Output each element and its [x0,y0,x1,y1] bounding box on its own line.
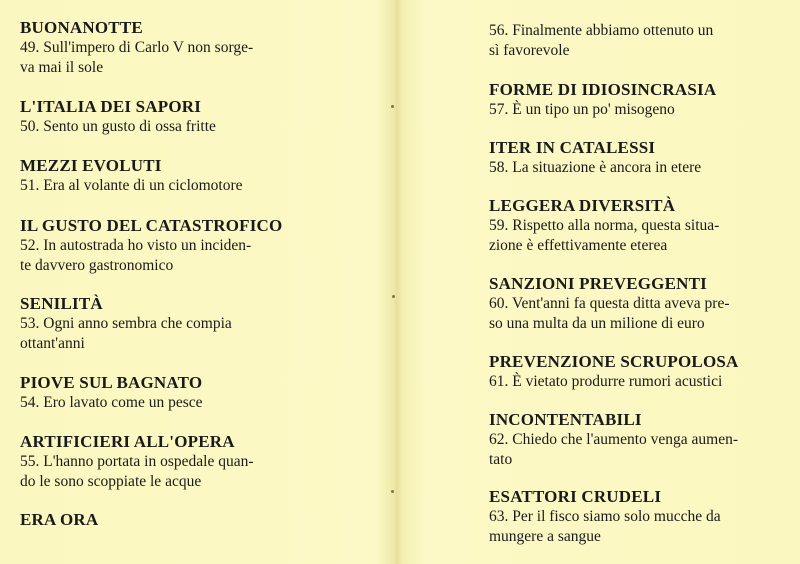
entry-title: LEGGERA DIVERSITÀ [489,196,676,215]
entry-56-continuation [489,21,789,61]
entry-54 [20,373,390,413]
page-mark-dot [391,490,394,493]
entry-title: MEZZI EVOLUTI [20,156,162,175]
entry-line: do le sono scoppiate le acque [20,473,202,490]
entry-title: INCONTENTABILI [489,410,642,429]
entry-title: ARTIFICIERI ALL'OPERA [20,432,235,451]
entry-title: PREVENZIONE SCRUPOLOSA [489,352,739,371]
entry-title: ESATTORI CRUDELI [489,487,662,506]
entry-52 [20,216,390,276]
entry-line: 59. Rispetto alla norma, questa situa- [489,217,720,234]
entry-line: 51. Era al volante di un ciclomotore [20,177,243,194]
entry-63 [489,487,789,547]
entry-text [489,100,789,120]
entry-line: va mai il sole [20,59,104,76]
entry-61 [489,352,789,392]
entry-text [489,507,789,547]
entry-line: 57. È un tipo un po' misogeno [489,101,675,118]
entry-line: 62. Chiedo che l'aumento venga aumen- [489,431,738,448]
entry-text [20,38,390,78]
entry-line: 53. Ogni anno sembra che compia [20,315,232,332]
entry-58 [489,138,789,178]
entry-title: FORME DI IDIOSINCRASIA [489,80,717,99]
entry-line: sì favorevole [489,42,570,59]
entry-text [20,236,390,276]
entry-line: te davvero gastronomico [20,257,174,274]
right-page [489,0,789,564]
entry-55 [20,432,390,492]
entry-62 [489,410,789,470]
entry-60 [489,274,789,334]
entry-line: so una multa da un milione di euro [489,315,705,332]
entry-53 [20,294,390,354]
left-page [20,0,390,564]
entry-line: 60. Vent'anni fa questa ditta aveva pre- [489,295,730,312]
entry-text [20,117,390,137]
entry-title: SENILITÀ [20,294,103,313]
entry-56-title [20,510,390,530]
entry-50 [20,97,390,137]
entry-49 [20,18,390,78]
entry-text [489,158,789,178]
entry-line: 54. Ero lavato come un pesce [20,394,203,411]
entry-59 [489,196,789,256]
entry-text [489,216,789,256]
entry-line: 50. Sento un gusto di ossa fritte [20,118,216,135]
entry-title: BUONANOTTE [20,18,143,37]
entry-line: 61. È vietato produrre rumori acustici [489,373,723,390]
entry-line: 52. In autostrada ho visto un inciden- [20,237,252,254]
entry-title: ITER IN CATALESSI [489,138,656,157]
entry-text [489,21,789,61]
entry-line: ottant'anni [20,335,85,352]
entry-line: mungere a sangue [489,528,601,545]
entry-51 [20,156,390,196]
entry-title: ERA ORA [20,510,99,529]
entry-title: L'ITALIA DEI SAPORI [20,97,202,116]
entry-title: PIOVE SUL BAGNATO [20,373,203,392]
entry-text [489,372,789,392]
entry-title: IL GUSTO DEL CATASTROFICO [20,216,283,235]
entry-line: 63. Per il fisco siamo solo mucche da [489,508,721,525]
entry-line: zione è effettivamente eterea [489,237,668,254]
entry-title: SANZIONI PREVEGGENTI [489,274,707,293]
entry-text [489,294,789,334]
page-mark-dot [392,295,395,298]
entry-line: 55. L'hanno portata in ospedale quan- [20,453,254,470]
entry-text [20,393,390,413]
entry-text [20,176,390,196]
page-mark-dot [391,105,394,108]
entry-57 [489,80,789,120]
entry-line: 49. Sull'impero di Carlo V non sorge- [20,39,254,56]
entry-text [489,430,789,470]
entry-text [20,452,390,492]
entry-line: 56. Finalmente abbiamo ottenuto un [489,22,714,39]
entry-line: tato [489,451,513,468]
entry-text [20,314,390,354]
entry-line: 58. La situazione è ancora in etere [489,159,702,176]
